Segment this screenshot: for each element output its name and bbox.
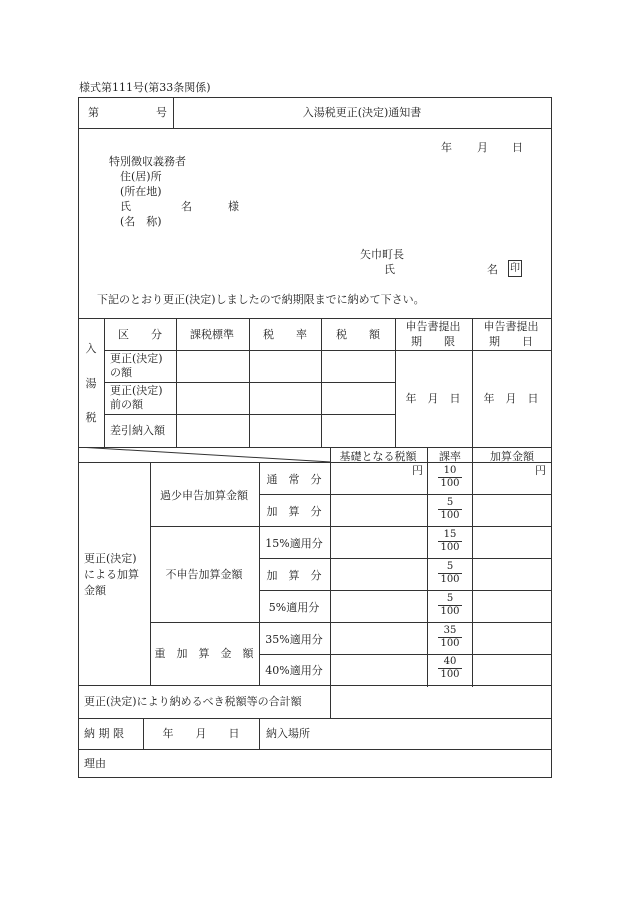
deadline-date: 年 月 日 (405, 392, 461, 405)
honorific: 様 (228, 200, 239, 213)
row-label-additional: 加 算 分 (266, 505, 322, 518)
rate-fraction: $\frac{5}{100}$ (438, 498, 462, 521)
col-base-tax: 基礎となる税額 (339, 450, 417, 463)
filed-date: 年 月 日 (483, 392, 539, 405)
tax-side-label-2: 湯 (85, 377, 97, 390)
date-day: 日 (512, 141, 523, 154)
penalty-side-1: 更正(決定) (84, 552, 137, 565)
rate-fraction: $\frac{10}{100}$ (438, 466, 462, 489)
rate-fraction: $\frac{5}{100}$ (438, 594, 462, 617)
col-tax-base: 課税標準 (190, 328, 234, 341)
reason-label: 理由 (84, 757, 106, 770)
number-suffix: 号 (156, 106, 167, 119)
name-label-a: 氏 (120, 200, 131, 213)
entity-name-label: (名 称) (120, 215, 162, 228)
row-before-1: 更正(決定) (110, 384, 163, 397)
group-underreport: 過少申告加算金額 (160, 489, 248, 502)
rate-fraction: $\frac{35}{100}$ (438, 626, 462, 649)
rate-fraction: $\frac{5}{100}$ (438, 562, 462, 585)
col-deadline-2: 期 限 (411, 335, 455, 348)
issuer-name-a: 氏 (384, 263, 395, 276)
col-deadline-1: 申告書提出 (405, 320, 461, 333)
payment-place-label: 納入場所 (266, 727, 310, 740)
form-id: 様式第111号(第33条関係) (79, 81, 211, 94)
tax-side-label-3: 税 (85, 411, 97, 424)
row-before-2: 前の額 (110, 398, 143, 411)
date-month: 月 (477, 141, 488, 154)
row-label-5pct: 5%適用分 (268, 601, 320, 614)
diagonal-line (78, 447, 333, 463)
row-corrected-2: の額 (110, 366, 132, 379)
rate-fraction: $\frac{40}{100}$ (438, 657, 462, 680)
yen-unit-base: 円 (412, 464, 423, 477)
col-tax-rate: 税 率 (263, 328, 307, 341)
row-label-additional-2: 加 算 分 (266, 569, 322, 582)
col-filed-1: 申告書提出 (483, 320, 539, 333)
row-label-15pct: 15%適用分 (265, 537, 323, 550)
number-label: 第 (88, 106, 99, 119)
penalty-side-3: 金額 (84, 584, 106, 597)
col-penalty-amount: 加算金額 (490, 450, 534, 463)
col-rate: 課率 (439, 450, 461, 463)
notice-text: 下記のとおり更正(決定)しましたので納期限までに納めて下さい。 (97, 293, 425, 306)
row-label-35pct: 35%適用分 (265, 633, 323, 646)
rate-fraction: $\frac{15}{100}$ (438, 530, 462, 553)
row-corrected-1: 更正(決定) (110, 352, 163, 365)
yen-unit-amount: 円 (535, 464, 546, 477)
row-label-40pct: 40%適用分 (265, 664, 323, 677)
name-label-b: 名 (181, 200, 192, 213)
total-label: 更正(決定)により納めるべき税額等の合計額 (84, 695, 302, 708)
row-difference: 差引納入額 (110, 424, 165, 437)
issuer-name-b: 名 (487, 263, 498, 276)
group-nonreport: 不申告加算金額 (165, 568, 243, 581)
due-label: 納 期 限 (84, 727, 124, 740)
col-tax-amount: 税 額 (336, 328, 380, 341)
date-year: 年 (441, 141, 452, 154)
document-title: 入湯税更正(決定)通知書 (302, 106, 422, 119)
addressee-type: 特別徴収義務者 (109, 155, 186, 168)
location-label: (所在地) (120, 185, 162, 198)
address-label: 住(居)所 (120, 170, 162, 183)
seal-mark: 印 (508, 260, 522, 277)
penalty-side-2: による加算 (84, 568, 139, 581)
row-label-normal: 通 常 分 (266, 473, 322, 486)
issuer-title: 矢巾町長 (360, 248, 404, 261)
col-kubun: 区 分 (118, 328, 162, 341)
tax-side-label-1: 入 (85, 342, 97, 355)
due-date: 年 月 日 (162, 727, 240, 740)
col-filed-2: 期 日 (489, 335, 533, 348)
group-heavy: 重 加 算 金 額 (154, 647, 254, 660)
